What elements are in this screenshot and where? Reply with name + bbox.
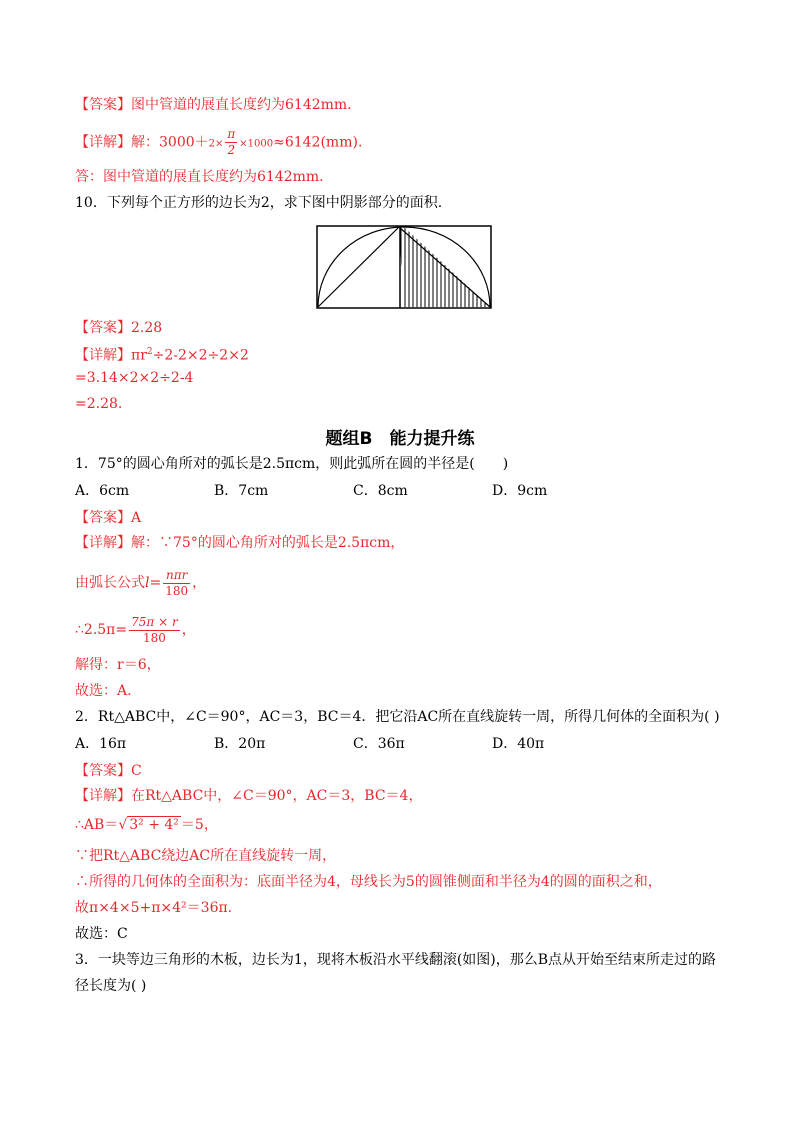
option-2b: B．20π (214, 736, 266, 752)
detail-2-line1: 【详解】在Rt△ABC中，∠C＝90°，AC＝3，BC＝4， (75, 788, 423, 804)
detail-2-result: ＝5， (180, 817, 218, 833)
question-2: 2．Rt△ABC中，∠C＝90°，AC＝3，BC＝4．把它沿AC所在直线旋转一周，所得几何体的全面积为( ) (75, 709, 720, 725)
section-title: 题组B 能力提升练 (325, 429, 475, 449)
radius-fraction: $\frac{75\pi \times r}{180}$ (131, 614, 178, 645)
detail-1-line4: 解得：r＝6， (75, 657, 161, 673)
detail-10-line1 (75, 342, 249, 366)
detail-2-line3: ∵把Rt△ABC绕边AC所在直线旋转一周， (75, 848, 337, 864)
option-1c: C．8cm (353, 483, 408, 499)
pi-over-2-fraction: $\frac{\pi}{2}$ (227, 127, 236, 157)
answer-pipe: 【答案】图中管道的展直长度约为6142mm. (75, 97, 352, 113)
question-10: 10．下列每个正方形的边长为2，求下图中阴影部分的面积. (75, 195, 443, 211)
detail-2-line2: ∴AB＝√ 3² + 4² ＝5， (75, 817, 218, 833)
detail-1-var: l (145, 575, 150, 591)
option-1b: B．7cm (214, 483, 269, 499)
detail-10-sup: 2 (146, 347, 153, 357)
arc-length-fraction: $\frac{\text{nπr}}{180}$ (165, 567, 189, 598)
detail-label: 【详解】解： (75, 134, 159, 151)
option-2c: C．36π (353, 736, 405, 752)
detail-1-line1: 【详解】解：∵75°的圆心角所对的弧长是2.5πcm， (75, 535, 405, 551)
answer-2: 【答案】C (75, 763, 142, 779)
detail-2-line4: ∴所得的几何体的全面积为：底面半径为4，母线长为5的圆锥侧面和半径为4的圆的面积之和， (75, 874, 662, 890)
detail-1-eq: = (149, 575, 162, 591)
detail-1-line3 (75, 613, 196, 647)
option-2d: D．40π (492, 736, 545, 752)
detail-10-b: ÷2-2×2÷2×2 (152, 347, 249, 364)
detail-term: 3000＋ (159, 134, 209, 151)
detail-result: ≈6142(mm). (273, 134, 363, 151)
detail-1-line5: 故选：A. (75, 683, 132, 699)
detail-term2: ×1000 (239, 138, 274, 150)
question-3-line2: 径长度为( ) (75, 978, 147, 994)
detail-2-radicand: 3² + 4² (129, 817, 179, 833)
answer-10: 【答案】2.28 (75, 320, 163, 336)
option-1d: D．9cm (492, 483, 548, 499)
detail-2-line6: 故选：C (75, 926, 128, 942)
detail-10-line3: =2.28. (75, 396, 123, 412)
detail-pipe (75, 127, 362, 160)
detail-10-line2: =3.14×2×2÷2-4 (75, 370, 194, 386)
detail-coef: 2× (208, 138, 224, 150)
detail-10-a: 【详解】πr (75, 347, 147, 364)
question-1: 1．75°的圆心角所对的弧长是2.5πcm，则此弧所在圆的半径是( ) (75, 456, 509, 472)
detail-2-ab: ∴AB＝ (75, 817, 119, 833)
detail-1-comma2: ， (181, 622, 196, 638)
answer-1: 【答案】A (75, 510, 142, 526)
option-2a: A．16π (75, 736, 127, 752)
detail-1-eq-left: ∴2.5π= (75, 622, 128, 638)
question-3-line1: 3．一块等边三角形的木板，边长为1，现将木板沿水平线翻滚(如图)，那么B点从开始至结束所走过的路 (75, 952, 717, 968)
detail-1-formula-label: 由弧长公式 (75, 575, 145, 591)
detail-1-line2 (75, 566, 206, 600)
detail-1-comma: ， (192, 575, 207, 591)
detail-2-line5: 故π×4×5+π×4²＝36π. (75, 900, 233, 916)
answer-conclusion: 答：图中管道的展直长度约为6142mm. (75, 169, 324, 185)
shaded-squares-figure (316, 225, 492, 309)
option-1a: A．6cm (75, 483, 130, 499)
